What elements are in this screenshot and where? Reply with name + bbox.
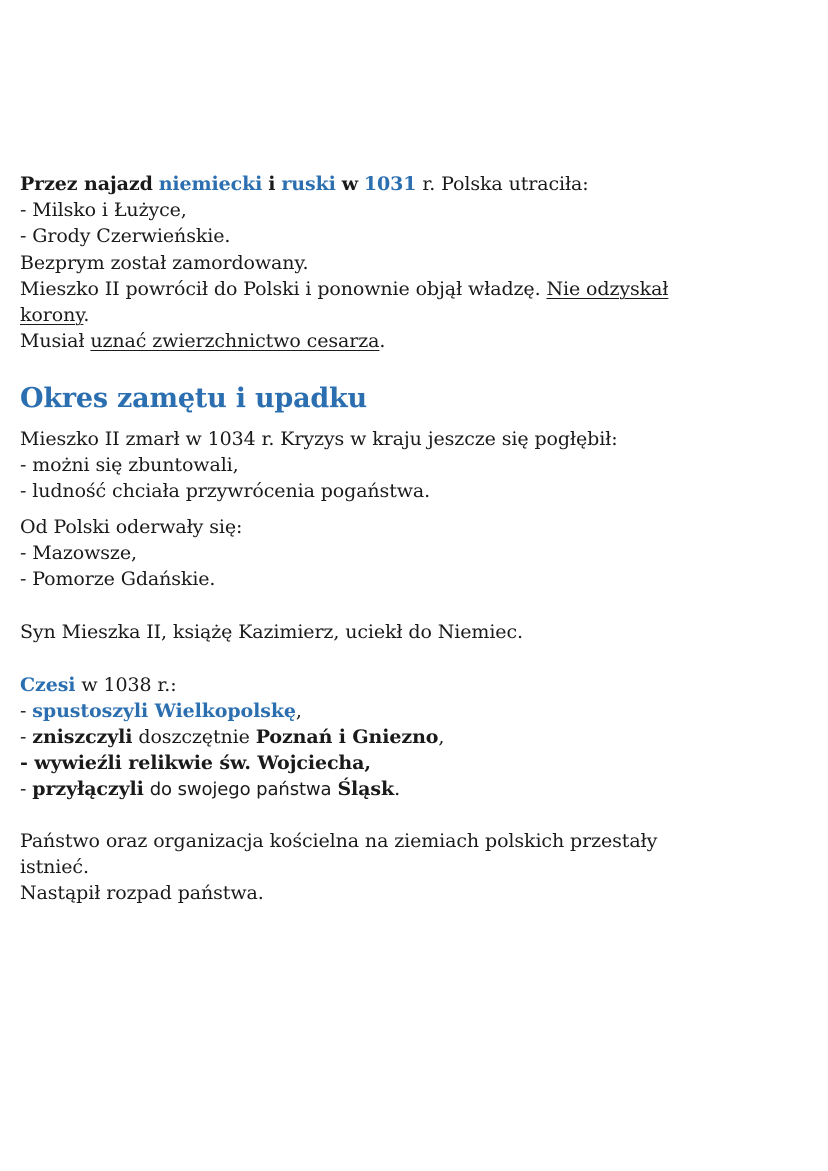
section-heading: Okres zamętu i upadku — [20, 383, 367, 414]
loss-item: - Grody Czerwieńskie. — [20, 225, 231, 247]
intro-year: 1031 — [363, 173, 417, 195]
loss-item: - Milsko i Łużyce, — [20, 199, 187, 221]
korony-underline: korony — [20, 304, 84, 326]
mieszko-underline: Nie odzyskał — [546, 278, 669, 300]
bezprym-line: Bezprym został zamordowany. — [20, 252, 309, 274]
intro-conj: i — [268, 173, 276, 195]
mieszko-text: Mieszko II powrócił do Polski i ponownie objął władzę. — [20, 278, 541, 300]
czesi-item-dash: - — [20, 778, 27, 800]
korony-period: . — [83, 304, 90, 326]
czesi-rest: w 1038 r.: — [81, 674, 177, 696]
czesi-item-dash: - — [20, 700, 27, 722]
intro-lead: Przez najazd — [20, 173, 153, 195]
separated-line: Od Polski oderwały się: — [20, 516, 243, 538]
musial-underline: uznać zwierzchnictwo cesarza — [90, 330, 380, 352]
czesi-item-tail: , — [295, 700, 302, 722]
czesi-item-dash: - — [20, 726, 27, 748]
mieszko-line — [20, 276, 668, 302]
intro-niemiecki: niemiecki — [158, 173, 263, 195]
czesi-item-mid: doszczętnie — [138, 726, 250, 748]
ending-line: istnieć. — [20, 856, 89, 878]
ending-line: Państwo oraz organizacja kościelna na ziemiach polskich przestały — [20, 830, 658, 852]
musial-line — [20, 328, 385, 354]
czesi-name: Czesi — [20, 674, 76, 696]
intro-rest: r. Polska utraciła: — [422, 173, 589, 195]
korony-line — [20, 302, 89, 328]
kazimierz-line: Syn Mieszka II, książę Kazimierz, uciekł do Niemiec. — [20, 621, 523, 643]
intro-line — [20, 171, 589, 197]
musial-text: Musiał — [20, 330, 85, 352]
separated-item: - Pomorze Gdańskie. — [20, 568, 216, 590]
czesi-item-tail: , — [438, 726, 445, 748]
intro-w: w — [341, 173, 358, 195]
czesi-item-bold: zniszczyli — [32, 726, 133, 748]
czesi-item-bold: spustoszyli Wielkopolskę — [32, 700, 296, 722]
czesi-item — [20, 698, 302, 724]
czesi-line — [20, 672, 177, 698]
crisis-line: Mieszko II zmarł w 1034 r. Kryzys w kraju jeszcze się pogłębił: — [20, 428, 618, 450]
intro-ruski: ruski — [281, 173, 336, 195]
czesi-item-bold2: Śląsk — [337, 778, 395, 800]
czesi-item: - wywieźli relikwie św. Wojciecha, — [20, 752, 371, 774]
czesi-item — [20, 776, 400, 803]
czesi-item-bold: przyłączyli — [32, 778, 144, 800]
separated-item: - Mazowsze, — [20, 542, 137, 564]
czesi-item-bold2: Poznań i Gniezno — [255, 726, 439, 748]
ending-line: Nastąpił rozpad państwa. — [20, 882, 264, 904]
crisis-item: - ludność chciała przywrócenia pogaństwa. — [20, 480, 431, 502]
czesi-item-mid: do swojego państwa — [149, 779, 332, 800]
musial-period: . — [379, 330, 386, 352]
czesi-item — [20, 724, 444, 750]
crisis-item: - możni się zbuntowali, — [20, 454, 239, 476]
czesi-item-tail: . — [394, 778, 401, 800]
